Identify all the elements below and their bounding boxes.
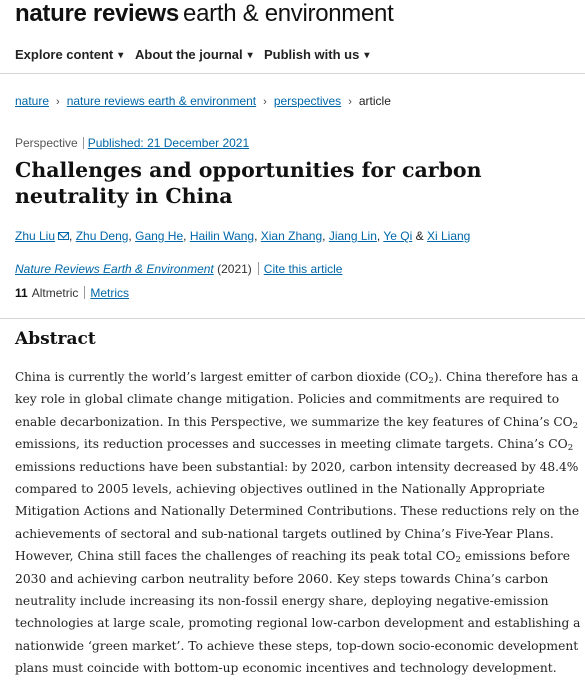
abstract-line: key role in global climate change mitigation. Policies and commitments are required to (15, 392, 560, 407)
abstract-line: achievements of sectoral and sub-national targets outlined by China’s Five-Year Plans. (15, 526, 554, 541)
abstract-line: emissions, its reduction processes and successes in meeting climate targets. China’s $CO_2$ (15, 437, 574, 454)
abstract-line: nationwide ‘green market’. To achieve these steps, top-down socio-economic development (15, 638, 579, 653)
author-link[interactable]: Zhu Deng (75, 229, 129, 243)
nav-publish-with-us[interactable] (264, 47, 369, 62)
author-separator: , (128, 229, 132, 243)
chevron-right-icon: › (263, 96, 267, 108)
breadcrumb (15, 94, 391, 108)
site-logo[interactable] (15, 0, 393, 30)
nav-label: Publish with us (264, 47, 360, 62)
author-list (15, 229, 470, 243)
nav-label: Explore content (15, 47, 114, 62)
mail-icon[interactable] (58, 232, 69, 240)
abstract-line: compared to 2005 levels, achieving objectives outlined in the Nationally Appropriate (15, 482, 545, 497)
breadcrumb-perspectives[interactable]: perspectives (273, 94, 342, 108)
breadcrumb-journal[interactable]: nature reviews earth & environment (66, 94, 257, 108)
article-title: Challenges and opportunities for carbon neutrality in China (15, 158, 482, 208)
author-link[interactable]: Jiang Lin (328, 229, 377, 243)
author-separator: , (254, 229, 258, 243)
journal-name-link[interactable]: Nature Reviews Earth & Environment (15, 262, 214, 276)
abstract-line: 2030 and achieving carbon neutrality before 2060. Key steps towards China’s carbon (15, 571, 549, 586)
abstract-line: However, China still faces the challenges of reaching its peak total $CO_2$ emissions before (15, 549, 570, 566)
author-link[interactable]: Hailin Wang (189, 229, 255, 243)
meta-divider (258, 262, 259, 275)
altmetric-count: 11 (15, 286, 28, 300)
breadcrumb-nature[interactable]: nature (15, 94, 50, 108)
abstract-line: enable decarbonization. In this Perspective, we summarize the key features of China’s $CO_2$ (15, 414, 579, 431)
altmetric-label: Altmetric (31, 286, 79, 300)
meta-divider (83, 137, 84, 149)
chevron-right-icon: › (348, 96, 352, 108)
author-separator: , (322, 229, 326, 243)
section-divider (0, 318, 585, 319)
journal-year: (2021) (217, 262, 252, 276)
article-meta (15, 136, 249, 150)
author-separator: , (376, 229, 381, 243)
author-separator: , (69, 229, 73, 243)
author-link[interactable]: Ye Qi (383, 229, 413, 243)
chevron-down-icon: ▾ (247, 50, 253, 61)
breadcrumb-current: article (358, 94, 391, 108)
journal-citation (15, 262, 342, 276)
abstract-line: emissions reductions have been substantial: by 2020, carbon intensity decreased by 48.4% (15, 459, 579, 474)
logo-light-text: earth & environment (183, 0, 394, 27)
nav-label: About the journal (135, 47, 243, 62)
article-metrics (15, 286, 129, 300)
chevron-right-icon: › (56, 96, 60, 108)
abstract-line: plans must coincide with bottom-up economic incentives and technology development. (15, 661, 557, 676)
main-nav (0, 40, 585, 74)
abstract-line: Mitigation Actions and Nationally Determined Contributions. These reductions rely on the (15, 504, 580, 519)
author-link[interactable]: Xian Zhang (260, 229, 323, 243)
author-link[interactable]: Zhu Liu (15, 229, 56, 243)
logo-bold-text: nature reviews (15, 0, 179, 27)
abstract-line: neutrality include increasing its non-fossil energy share, deploying negative-emission (15, 594, 549, 609)
cite-article-link[interactable]: Cite this article (263, 262, 343, 276)
author-link[interactable]: Xi Liang (426, 229, 471, 243)
nav-explore-content[interactable] (15, 47, 123, 62)
author-separator: , (183, 229, 187, 243)
article-type: Perspective (15, 136, 78, 150)
chevron-down-icon: ▾ (364, 50, 370, 61)
abstract-text (15, 366, 580, 680)
meta-divider (84, 286, 85, 299)
abstract-heading: Abstract (15, 329, 96, 349)
metrics-link[interactable]: Metrics (90, 286, 130, 300)
chevron-down-icon: ▾ (118, 50, 124, 61)
abstract-line: China is currently the world’s largest emitter of carbon dioxide $(CO_2)$. China therefore has a (15, 370, 579, 386)
abstract-line: technologies at large scale, promoting regional low-carbon development and establishing a (15, 616, 581, 631)
published-date-link[interactable]: Published: 21 December 2021 (87, 136, 250, 150)
author-link[interactable]: Gang He (135, 229, 184, 243)
nav-about-journal[interactable] (135, 47, 253, 62)
author-ampersand: & (415, 229, 424, 243)
